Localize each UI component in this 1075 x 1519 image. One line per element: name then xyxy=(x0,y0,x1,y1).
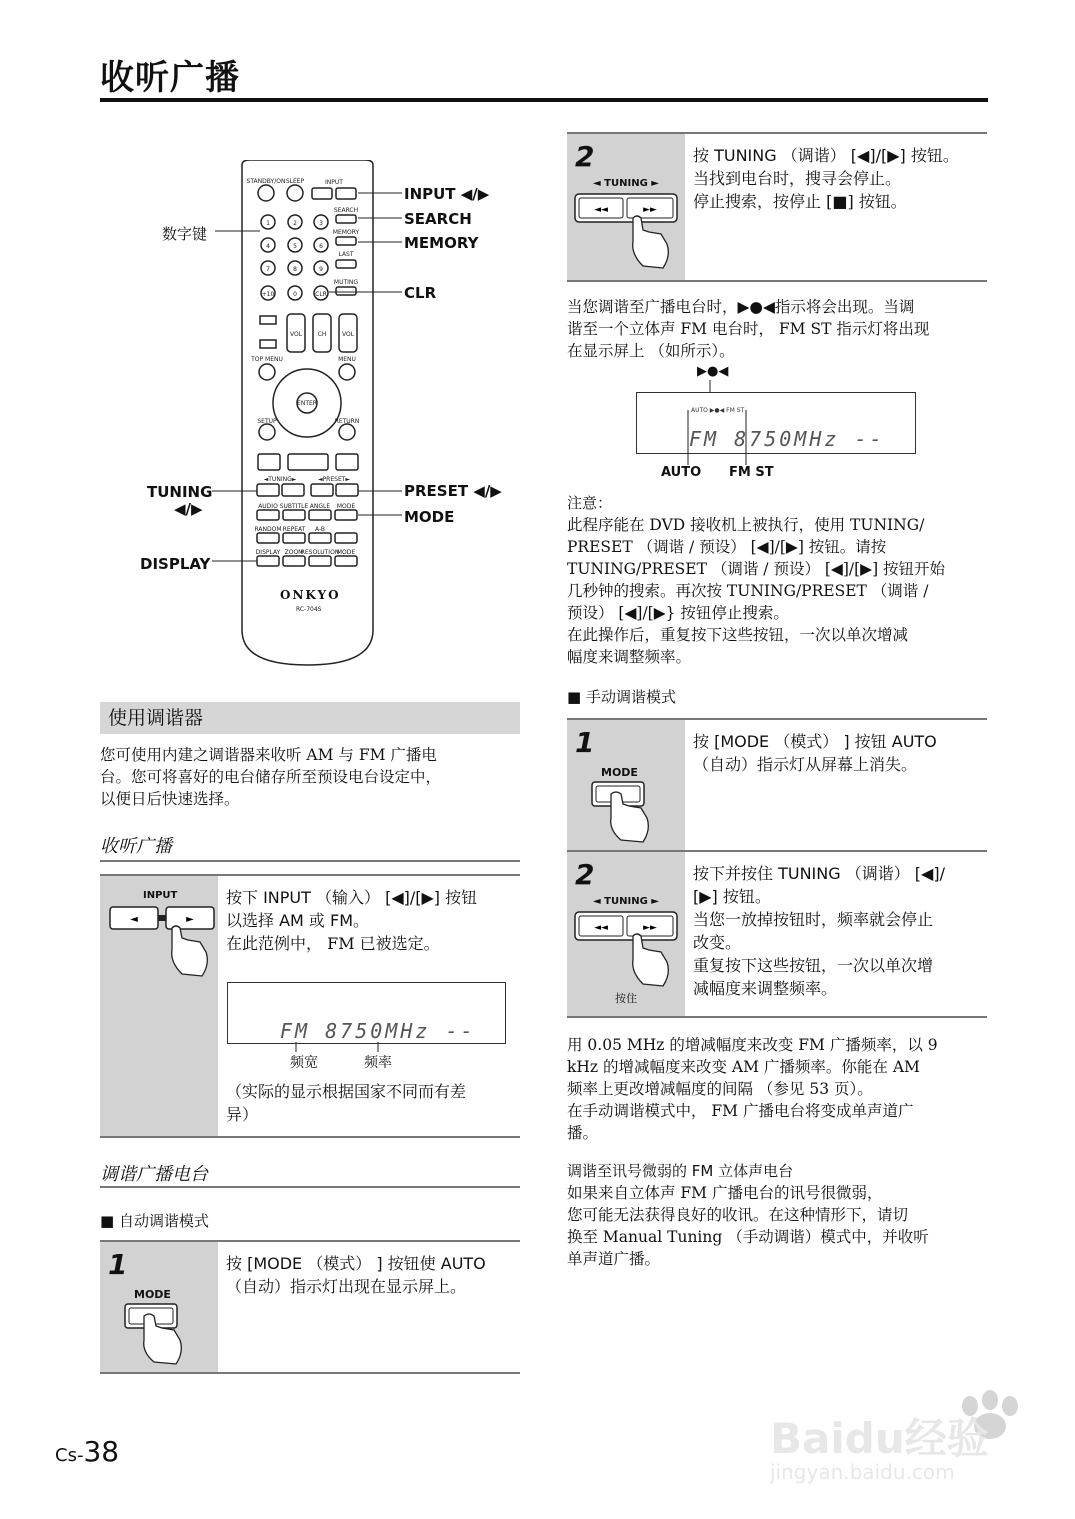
svg-text:SETUP: SETUP xyxy=(257,418,277,425)
heading-listening: 收听广播 xyxy=(100,836,172,857)
page-prefix: Cs- xyxy=(55,1445,84,1466)
svg-text:MODE: MODE xyxy=(336,549,356,556)
label-preset: PRESET ◀/▶ xyxy=(404,482,502,500)
svg-text:DISPLAY: DISPLAY xyxy=(255,549,281,556)
svg-text:SEARCH: SEARCH xyxy=(333,207,359,214)
lcd-frequency: FM 8750MHz -- xyxy=(280,1019,476,1043)
svg-text:CH: CH xyxy=(317,331,327,338)
svg-text:9: 9 xyxy=(319,266,323,273)
label-search: SEARCH xyxy=(404,210,472,228)
step-box-auto-2 xyxy=(567,132,987,282)
note-line: 几秒钟的搜索。再次按 TUNING/PRESET （调谐 / xyxy=(567,582,929,600)
step-illustration-panel xyxy=(100,1242,218,1372)
band-label: 频宽 xyxy=(290,1055,318,1071)
step-box-manual-2 xyxy=(567,850,987,1018)
svg-text:LAST: LAST xyxy=(338,251,354,258)
svg-text:►►: ►► xyxy=(643,923,657,933)
auto-step2-line: 当找到电台时，搜寻会停止。 xyxy=(693,169,902,188)
label-tuning: TUNING xyxy=(147,483,213,501)
auto-step2-text xyxy=(693,144,985,213)
svg-text:MUTING: MUTING xyxy=(333,279,359,286)
step-illustration-panel xyxy=(567,720,685,850)
auto-step2-line: 按 TUNING （调谐） [◀]/[▶] 按钮。 xyxy=(693,146,959,165)
manual-step2-line: 重复按下这些按钮，一次以单次增 xyxy=(693,956,934,975)
step-number: 1 xyxy=(575,726,595,759)
manual-step2-line: 改变。 xyxy=(693,933,742,952)
svg-text:STANDBY/ON: STANDBY/ON xyxy=(246,178,286,185)
svg-text:6: 6 xyxy=(319,243,323,250)
svg-text:RANDOM: RANDOM xyxy=(254,526,282,533)
svg-text:VOL: VOL xyxy=(341,331,355,338)
page-number xyxy=(55,1435,119,1468)
tuned-indicator-icon: ▶●◀ xyxy=(697,364,729,379)
increment-line: 用 0.05 MHz 的增减幅度来改变 FM 广播频率，以 9 xyxy=(567,1036,938,1054)
svg-text:MENU: MENU xyxy=(338,356,356,363)
weak-signal-title: 调谐至讯号微弱的 FM 立体声电台 xyxy=(567,1162,794,1180)
note-title: 注意： xyxy=(567,494,613,512)
manual-step2-line: 减幅度来调整频率。 xyxy=(693,979,838,998)
manual-step2-line: [▶] 按钮。 xyxy=(693,887,771,906)
tuner-intro-line: 台。您可将喜好的电台储存所至预设电台设定中， xyxy=(100,768,442,786)
lcd-label-pointers xyxy=(680,410,760,466)
svg-text:►►: ►► xyxy=(643,205,657,215)
label-display: DISPLAY xyxy=(140,555,211,573)
svg-text:SLEEP: SLEEP xyxy=(285,178,305,185)
manual-step2-line: 当您一放掉按钮时，频率就会停止 xyxy=(693,910,934,929)
auto-mode-label: ■ 自动调谐模式 xyxy=(100,1212,209,1230)
indicator-paragraph xyxy=(567,296,987,362)
svg-text:AUDIO: AUDIO xyxy=(258,503,278,510)
manual-mode-label: ■ 手动调谐模式 xyxy=(567,688,676,706)
svg-text:►: ► xyxy=(186,914,194,925)
auto-step1-line: 按 [MODE （模式） ] 按钮使 AUTO xyxy=(226,1254,486,1273)
svg-text:MODE: MODE xyxy=(336,503,356,510)
step-illustration-panel xyxy=(567,852,685,1016)
baidu-watermark-logo xyxy=(770,1380,1020,1484)
svg-text:MEMORY: MEMORY xyxy=(332,229,360,236)
label-memory: MEMORY xyxy=(404,234,479,252)
manual-step2-line: 按下并按住 TUNING （调谐） [◀]/ xyxy=(693,864,945,883)
svg-text:7: 7 xyxy=(266,266,270,273)
heading-rule xyxy=(100,860,520,862)
watermark-url: jingyan.baidu.com xyxy=(770,1460,955,1484)
svg-text:REPEAT: REPEAT xyxy=(282,526,306,533)
manual-step1-line: 按 [MODE （模式） ] 按钮 AUTO xyxy=(693,732,937,751)
auto-indicator-label: AUTO xyxy=(661,465,702,480)
svg-text:3: 3 xyxy=(319,220,323,227)
tuner-intro-line: 以便日后快速选择。 xyxy=(100,790,240,808)
svg-text:2: 2 xyxy=(293,220,297,227)
manual-step1-text xyxy=(693,730,985,776)
note-line: 在此操作后，重复按下这些按钮，一次以单次增减 xyxy=(567,626,909,644)
svg-text:5: 5 xyxy=(293,243,297,250)
svg-text:VOL: VOL xyxy=(289,331,303,338)
svg-text:4: 4 xyxy=(266,243,270,250)
lcd-display-listening xyxy=(227,982,506,1044)
tuner-intro-line: 您可使用内建之调谐器来收听 AM 与 FM 广播电 xyxy=(100,746,437,764)
step-number: 2 xyxy=(575,858,595,891)
watermark-brand: Baidu经验 xyxy=(770,1414,989,1463)
auto-step1-line: （自动）指示灯出现在显示屏上。 xyxy=(226,1277,467,1296)
listening-note-line: （实际的显示根据国家不同而有差 xyxy=(226,1082,467,1101)
svg-text:1: 1 xyxy=(266,220,270,227)
svg-text:INPUT: INPUT xyxy=(325,179,343,186)
hold-label: 按住 xyxy=(615,992,637,1005)
weak-signal-line: 您可能无法获得良好的收讯。在这种情形下，请切 xyxy=(567,1206,909,1224)
svg-text:ENTER: ENTER xyxy=(297,400,317,407)
tuner-intro xyxy=(100,744,520,810)
svg-text:8: 8 xyxy=(293,266,297,273)
auto-step2-line: 停止搜索，按停止 [■] 按钮。 xyxy=(693,192,907,211)
label-tuning-arrows: ◀/▶ xyxy=(174,500,203,518)
step-box-manual-1 xyxy=(567,718,987,852)
svg-text:◄PRESET►: ◄PRESET► xyxy=(317,476,351,483)
note-line: 此程序能在 DVD 接收机上被执行，使用 TUNING/ xyxy=(567,516,925,534)
svg-text:◄◄: ◄◄ xyxy=(594,923,608,933)
svg-text:RETURN: RETURN xyxy=(334,418,360,425)
svg-text:SUBTITLE: SUBTITLE xyxy=(279,503,309,510)
listening-line: 在此范例中， FM 已被选定。 xyxy=(226,934,440,953)
input-buttons-hand-icon xyxy=(108,904,218,984)
page-number-value: 38 xyxy=(83,1435,120,1468)
svg-text:◄TUNING►: ◄TUNING► xyxy=(263,476,297,483)
step-illustration-panel xyxy=(100,876,218,1136)
tuning-button-label: ◄ TUNING ► xyxy=(593,896,659,907)
step-box-auto-1 xyxy=(100,1240,520,1374)
svg-text:CLR: CLR xyxy=(315,291,327,298)
svg-text:◄: ◄ xyxy=(130,914,138,925)
label-clr: CLR xyxy=(404,284,437,302)
svg-text:ANGLE: ANGLE xyxy=(309,503,331,510)
section-header-tuner: 使用调谐器 xyxy=(100,702,520,734)
mode-button-hand-icon xyxy=(587,780,677,846)
input-button-label: INPUT xyxy=(143,890,178,901)
weak-signal-line: 换至 Manual Tuning （手动调谐）模式中，并收听 xyxy=(567,1228,929,1246)
label-mode: MODE xyxy=(404,508,455,526)
increment-line: 播。 xyxy=(567,1124,599,1142)
increment-line: 频率上更改增减幅度的间隔 （参见 53 页）。 xyxy=(567,1080,873,1098)
freq-label: 频率 xyxy=(364,1055,392,1071)
manual-step2-text xyxy=(693,862,985,1000)
tuning-button-label: ◄ TUNING ► xyxy=(593,178,659,189)
remote-illustration xyxy=(140,160,520,680)
listening-note-line: 异） xyxy=(226,1105,259,1124)
indicator-line: 在显示屏上 （如所示）。 xyxy=(567,342,735,360)
svg-text:A-B: A-B xyxy=(314,526,326,533)
weak-signal-block xyxy=(567,1160,987,1270)
note-line: PRESET （调谐 / 预设） [◀]/[▶] 按钮。请按 xyxy=(567,538,887,556)
step-number: 2 xyxy=(575,140,595,173)
step-box-listening xyxy=(100,874,520,1138)
remote-brand: ONKYO xyxy=(280,588,341,602)
weak-signal-line: 单声道广播。 xyxy=(567,1250,661,1268)
heading-tuning-stations: 调谐广播电台 xyxy=(100,1164,208,1185)
lcd-display-stereo xyxy=(636,392,916,454)
indicator-line: 谐至一个立体声 FM 电台时， FM ST 指示灯将出现 xyxy=(567,320,930,338)
indicator-line: 当您调谐至广播电台时，▶●◀指示将会出现。当调 xyxy=(567,298,915,316)
increment-line: 在手动调谐模式中， FM 广播电台将变成单声道广 xyxy=(567,1102,914,1120)
manual-step1-line: （自动）指示灯从屏幕上消失。 xyxy=(693,755,918,774)
step-number: 1 xyxy=(108,1248,128,1281)
increment-line: kHz 的增减幅度来改变 AM 广播频率。你能在 AM xyxy=(567,1058,920,1076)
listening-note xyxy=(226,1080,518,1126)
svg-text:◄◄: ◄◄ xyxy=(594,205,608,215)
svg-text:RESOLUTION: RESOLUTION xyxy=(300,549,340,556)
fmst-indicator-label: FM ST xyxy=(729,465,774,480)
note-line: 幅度来调整频率。 xyxy=(567,648,692,666)
weak-signal-line: 如果来自立体声 FM 广播电台的讯号很微弱， xyxy=(567,1184,883,1202)
note-line: 预设） [◀]/[▶} 按钮停止搜索。 xyxy=(567,604,789,622)
mode-button-label: MODE xyxy=(601,766,638,779)
page-title: 收听广播 xyxy=(100,58,240,98)
note-block xyxy=(567,492,987,668)
listening-line: 按下 INPUT （输入） [◀]/[▶] 按钮 xyxy=(226,888,478,907)
tuning-buttons-hand-icon xyxy=(573,192,681,276)
svg-text:ZOOM: ZOOM xyxy=(284,549,304,556)
tuning-buttons-hand-icon xyxy=(573,910,681,994)
label-input: INPUT ◀/▶ xyxy=(404,185,490,203)
mode-button-hand-icon xyxy=(120,1302,210,1368)
svg-text:TOP MENU: TOP MENU xyxy=(251,356,283,363)
note-line: TUNING/PRESET （调谐 / 预设） [◀]/[▶] 按钮开始 xyxy=(567,560,946,578)
auto-step1-text xyxy=(226,1252,518,1298)
listening-line: 以选择 AM 或 FM。 xyxy=(226,911,370,930)
title-rule xyxy=(100,98,988,102)
svg-text:0: 0 xyxy=(293,291,297,298)
step-illustration-panel xyxy=(567,134,685,280)
mode-button-label: MODE xyxy=(134,1288,171,1301)
listening-text xyxy=(226,886,518,955)
lcd-frequency: FM 8750MHz -- xyxy=(689,427,885,451)
increment-paragraph xyxy=(567,1034,987,1144)
remote-model: RC-704S xyxy=(296,606,322,613)
label-number-keys: 数字键 xyxy=(162,225,208,243)
lcd-small-indicators: AUTO ▶●◀ FM ST xyxy=(691,407,745,414)
svg-text:+10: +10 xyxy=(261,291,275,298)
heading-rule xyxy=(100,1186,520,1188)
